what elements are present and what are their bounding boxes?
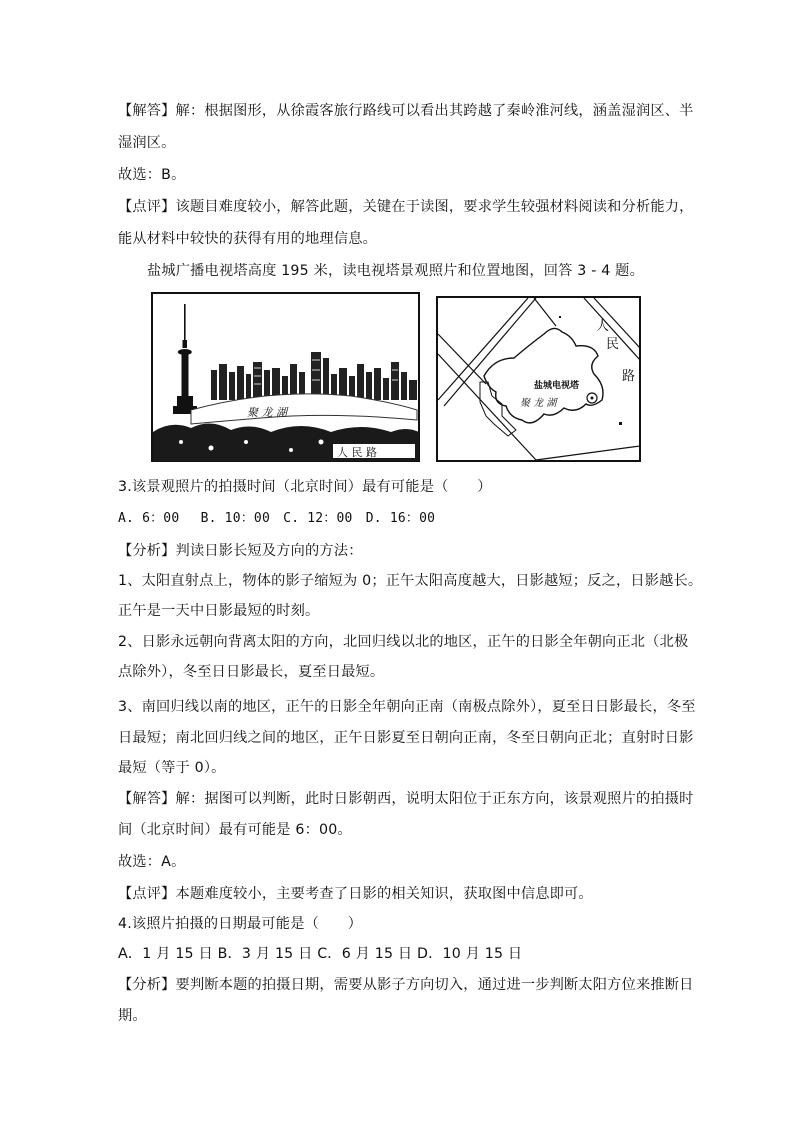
- analysis-point-3-end: 最短（等于 0）。: [118, 760, 226, 776]
- analysis-q4-line-1: 【分析】要判断本题的拍摄日期，需要从影子方向切入，通过进一步判断太阳方位来推断日: [118, 977, 694, 993]
- map-road-char-2: 民: [606, 337, 620, 352]
- question-4-options: A．1 月 15 日 B．3 月 15 日 C．6 月 15 日 D．10 月 15 日: [118, 946, 523, 962]
- question-3-options: A. 6：00 B. 10：00 C. 12：00 D. 16：00: [118, 511, 436, 526]
- comment-q3: 【点评】本题难度较小，主要考查了日影的相关知识，获取图中信息即可。: [118, 886, 593, 902]
- analysis-point-3-cont: 日最短；南北回归线之间的地区，正午日影夏至日朝向正南，冬至日朝向正北；直射时日影: [118, 730, 694, 746]
- location-map: [436, 296, 641, 462]
- comment-line-2: 能从材料中较快的获得有用的地理信息。: [118, 231, 377, 247]
- analysis-label: 【分析】判读日影长短及方向的方法：: [118, 543, 363, 559]
- analysis-point-1: 1、太阳直射点上，物体的影子缩短为 0；正午太阳高度越大，日影越短；反之，日影越长。: [118, 573, 703, 589]
- map-tower-label: 盐城电视塔: [534, 381, 580, 391]
- tv-tower-photo: [151, 292, 420, 462]
- choice-line: 故选：B。: [118, 167, 186, 183]
- map-road-char-3: 路: [622, 369, 636, 384]
- analysis-point-2-cont: 点除外），冬至日日影最长，夏至日最短。: [118, 664, 385, 680]
- answer-q3-line-2: 间（北京时间）最有可能是 6：00。: [118, 822, 352, 838]
- comment-line-1: 【点评】该题目难度较小，解答此题，关键在于读图，要求学生较强材料阅读和分析能力，: [118, 199, 694, 215]
- question-4: 4.该照片拍摄的日期最可能是（ ）: [118, 916, 363, 932]
- analysis-point-1-cont: 正午是一天中日影最短的时刻。: [118, 603, 320, 619]
- photo-road-label: 人 民 路: [337, 446, 377, 459]
- analysis-point-2: 2、日影永远朝向背离太阳的方向，北回归线以北的地区，正午的日影全年朝向正北（北极: [118, 634, 689, 650]
- analysis-q4-line-2: 期。: [118, 1008, 147, 1024]
- answer-line-2: 湿润区。: [118, 135, 176, 151]
- choice-q3: 故选：A。: [118, 854, 186, 870]
- answer-label-line-1: 【解答】解：根据图形，从徐霞客旅行路线可以看出其跨越了秦岭淮河线，涵盖湿润区、半: [118, 103, 694, 119]
- question-3: 3.该景观照片的拍摄时间（北京时间）最有可能是（ ）: [118, 479, 492, 495]
- analysis-point-3: 3、南回归线以南的地区，正午的日影全年朝向正南（南极点除外），夏至日日影最长，冬至: [118, 699, 696, 715]
- answer-q3-line-1: 【解答】解：据图可以判断，此时日影朝西，说明太阳位于正东方向，该景观照片的拍摄时: [118, 791, 694, 807]
- map-lake-label: 聚 龙 湖: [520, 398, 557, 409]
- photo-lake-label: 聚 龙 湖: [247, 406, 287, 419]
- question-intro: 盐城广播电视塔高度 195 米，读电视塔景观照片和位置地图，回答 3 - 4 题。: [147, 263, 644, 279]
- map-road-char-1: 人: [596, 319, 610, 334]
